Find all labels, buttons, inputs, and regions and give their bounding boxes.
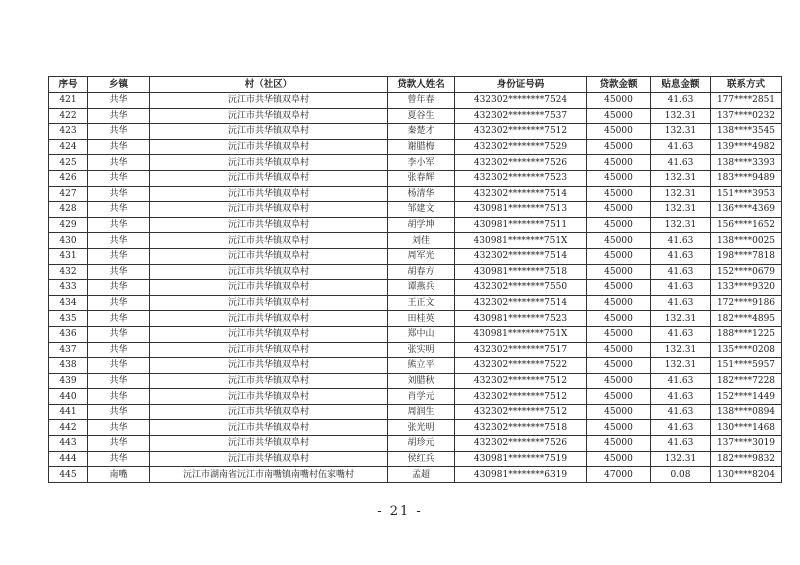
table-row	[49, 342, 782, 358]
cell-contact: 135****0208	[711, 342, 782, 358]
table-row	[49, 467, 782, 483]
cell-index: 434	[49, 295, 88, 311]
cell-subsidy: 41.63	[651, 233, 711, 249]
cell-subsidy: 132.31	[651, 124, 711, 140]
table-row	[49, 451, 782, 467]
cell-township: 共华	[88, 420, 150, 436]
cell-id-number: 432302********7537	[455, 108, 587, 124]
table-row	[49, 139, 782, 155]
cell-borrower: 杨清华	[388, 186, 455, 202]
col-header-borrower: 贷款人姓名	[388, 77, 455, 93]
cell-index: 443	[49, 436, 88, 452]
cell-contact: 152****1449	[711, 389, 782, 405]
cell-id-number: 430981********7519	[455, 451, 587, 467]
table-row	[49, 295, 782, 311]
table-row	[49, 233, 782, 249]
cell-index: 441	[49, 404, 88, 420]
cell-index: 435	[49, 311, 88, 327]
cell-township: 共华	[88, 233, 150, 249]
cell-subsidy: 41.63	[651, 295, 711, 311]
cell-subsidy: 132.31	[651, 217, 711, 233]
cell-loan-amount: 45000	[587, 451, 651, 467]
cell-subsidy: 41.63	[651, 373, 711, 389]
cell-subsidy: 41.63	[651, 420, 711, 436]
cell-borrower: 李小军	[388, 155, 455, 171]
cell-contact: 138****3545	[711, 124, 782, 140]
table-row	[49, 217, 782, 233]
cell-village: 沅江市共华镇双阜村	[150, 404, 388, 420]
cell-township: 共华	[88, 124, 150, 140]
cell-village: 沅江市共华镇双阜村	[150, 451, 388, 467]
cell-subsidy: 0.08	[651, 467, 711, 483]
cell-subsidy: 41.63	[651, 404, 711, 420]
table-row	[49, 155, 782, 171]
cell-township: 共华	[88, 217, 150, 233]
cell-id-number: 432302********7514	[455, 295, 587, 311]
cell-index: 437	[49, 342, 88, 358]
cell-village: 沅江市共华镇双阜村	[150, 342, 388, 358]
cell-township: 共华	[88, 186, 150, 202]
cell-subsidy: 132.31	[651, 170, 711, 186]
cell-contact: 198****7818	[711, 248, 782, 264]
cell-village: 沅江市共华镇双阜村	[150, 139, 388, 155]
cell-index: 425	[49, 155, 88, 171]
cell-index: 439	[49, 373, 88, 389]
cell-borrower: 曾年春	[388, 93, 455, 109]
cell-borrower: 刘佳	[388, 233, 455, 249]
table-row	[49, 186, 782, 202]
cell-subsidy: 41.63	[651, 248, 711, 264]
cell-loan-amount: 45000	[587, 202, 651, 218]
cell-contact: 137****0232	[711, 108, 782, 124]
cell-subsidy: 41.63	[651, 326, 711, 342]
cell-id-number: 432302********7529	[455, 139, 587, 155]
cell-id-number: 432302********7512	[455, 389, 587, 405]
table-body	[49, 93, 782, 483]
table-row	[49, 280, 782, 296]
cell-index: 428	[49, 202, 88, 218]
cell-township: 共华	[88, 264, 150, 280]
cell-loan-amount: 45000	[587, 358, 651, 374]
cell-id-number: 432302********7512	[455, 404, 587, 420]
page-number: - 21 -	[377, 504, 423, 519]
table-row	[49, 436, 782, 452]
cell-contact: 151****5957	[711, 358, 782, 374]
cell-subsidy: 132.31	[651, 358, 711, 374]
cell-id-number: 430981********7511	[455, 217, 587, 233]
cell-township: 共华	[88, 311, 150, 327]
cell-index: 444	[49, 451, 88, 467]
cell-loan-amount: 45000	[587, 420, 651, 436]
table-row	[49, 248, 782, 264]
cell-village: 沅江市共华镇双阜村	[150, 248, 388, 264]
cell-id-number: 430981********6319	[455, 467, 587, 483]
cell-borrower: 孟超	[388, 467, 455, 483]
cell-index: 431	[49, 248, 88, 264]
table-row	[49, 358, 782, 374]
cell-contact: 152****0679	[711, 264, 782, 280]
cell-borrower: 周军光	[388, 248, 455, 264]
cell-contact: 182****9832	[711, 451, 782, 467]
cell-index: 432	[49, 264, 88, 280]
col-header-village: 村（社区）	[150, 77, 388, 93]
cell-id-number: 432302********7523	[455, 170, 587, 186]
cell-contact: 172****9186	[711, 295, 782, 311]
col-header-township: 乡镇	[88, 77, 150, 93]
cell-borrower: 侯红兵	[388, 451, 455, 467]
table-row	[49, 124, 782, 140]
cell-contact: 182****7228	[711, 373, 782, 389]
cell-village: 沅江市共华镇双阜村	[150, 358, 388, 374]
table-row	[49, 420, 782, 436]
cell-id-number: 430981********7513	[455, 202, 587, 218]
cell-contact: 137****3019	[711, 436, 782, 452]
cell-borrower: 胡学坤	[388, 217, 455, 233]
cell-loan-amount: 45000	[587, 373, 651, 389]
cell-borrower: 胡春方	[388, 264, 455, 280]
cell-village: 沅江市共华镇双阜村	[150, 326, 388, 342]
cell-id-number: 432302********7526	[455, 436, 587, 452]
cell-borrower: 熊立平	[388, 358, 455, 374]
cell-loan-amount: 47000	[587, 467, 651, 483]
cell-contact: 177****2851	[711, 93, 782, 109]
cell-township: 共华	[88, 436, 150, 452]
cell-id-number: 430981********751X	[455, 233, 587, 249]
cell-borrower: 秦楚才	[388, 124, 455, 140]
cell-id-number: 432302********7512	[455, 373, 587, 389]
cell-subsidy: 132.31	[651, 186, 711, 202]
cell-id-number: 432302********7512	[455, 124, 587, 140]
cell-index: 429	[49, 217, 88, 233]
cell-loan-amount: 45000	[587, 108, 651, 124]
cell-loan-amount: 45000	[587, 280, 651, 296]
cell-borrower: 邹建文	[388, 202, 455, 218]
cell-loan-amount: 45000	[587, 155, 651, 171]
cell-id-number: 430981********7523	[455, 311, 587, 327]
cell-borrower: 张光明	[388, 420, 455, 436]
cell-subsidy: 41.63	[651, 155, 711, 171]
table-row	[49, 264, 782, 280]
cell-id-number: 432302********7550	[455, 280, 587, 296]
cell-township: 共华	[88, 170, 150, 186]
cell-subsidy: 132.31	[651, 311, 711, 327]
cell-borrower: 夏谷生	[388, 108, 455, 124]
table-row	[49, 93, 782, 109]
cell-contact: 183****9489	[711, 170, 782, 186]
cell-subsidy: 41.63	[651, 280, 711, 296]
cell-index: 422	[49, 108, 88, 124]
cell-loan-amount: 45000	[587, 342, 651, 358]
cell-subsidy: 132.31	[651, 108, 711, 124]
cell-loan-amount: 45000	[587, 186, 651, 202]
cell-township: 共华	[88, 358, 150, 374]
cell-township: 共华	[88, 342, 150, 358]
table-row	[49, 311, 782, 327]
cell-index: 430	[49, 233, 88, 249]
cell-contact: 130****8204	[711, 467, 782, 483]
cell-loan-amount: 45000	[587, 326, 651, 342]
cell-township: 共华	[88, 248, 150, 264]
cell-subsidy: 132.31	[651, 202, 711, 218]
cell-borrower: 张春辉	[388, 170, 455, 186]
cell-loan-amount: 45000	[587, 311, 651, 327]
header-row	[49, 77, 782, 93]
cell-township: 共华	[88, 389, 150, 405]
cell-village: 沅江市共华镇双阜村	[150, 186, 388, 202]
cell-id-number: 432302********7514	[455, 186, 587, 202]
cell-township: 共华	[88, 404, 150, 420]
cell-borrower: 刘腊秋	[388, 373, 455, 389]
cell-village: 沅江市共华镇双阜村	[150, 108, 388, 124]
cell-subsidy: 41.63	[651, 139, 711, 155]
cell-village: 沅江市共华镇双阜村	[150, 202, 388, 218]
cell-loan-amount: 45000	[587, 170, 651, 186]
cell-borrower: 郑中山	[388, 326, 455, 342]
cell-loan-amount: 45000	[587, 404, 651, 420]
cell-id-number: 432302********7524	[455, 93, 587, 109]
cell-loan-amount: 45000	[587, 389, 651, 405]
cell-subsidy: 132.31	[651, 342, 711, 358]
cell-loan-amount: 45000	[587, 295, 651, 311]
cell-borrower: 周润生	[388, 404, 455, 420]
cell-index: 442	[49, 420, 88, 436]
table-row	[49, 404, 782, 420]
cell-borrower: 胡珍元	[388, 436, 455, 452]
cell-contact: 156****1652	[711, 217, 782, 233]
cell-village: 沅江市共华镇双阜村	[150, 170, 388, 186]
cell-borrower: 肖学元	[388, 389, 455, 405]
cell-loan-amount: 45000	[587, 139, 651, 155]
cell-village: 沅江市共华镇双阜村	[150, 373, 388, 389]
cell-loan-amount: 45000	[587, 436, 651, 452]
cell-loan-amount: 45000	[587, 248, 651, 264]
cell-loan-amount: 45000	[587, 264, 651, 280]
cell-index: 421	[49, 93, 88, 109]
cell-contact: 138****0025	[711, 233, 782, 249]
cell-id-number: 432302********7526	[455, 155, 587, 171]
cell-village: 沅江市湖南省沅江市南嘴镇南嘴村伍家嘴村	[150, 467, 388, 483]
cell-village: 沅江市共华镇双阜村	[150, 264, 388, 280]
loan-subsidy-table	[48, 76, 782, 483]
cell-subsidy: 41.63	[651, 264, 711, 280]
table-row	[49, 108, 782, 124]
table-row	[49, 373, 782, 389]
cell-township: 共华	[88, 280, 150, 296]
cell-contact: 151****3953	[711, 186, 782, 202]
cell-loan-amount: 45000	[587, 217, 651, 233]
cell-subsidy: 41.63	[651, 93, 711, 109]
cell-village: 沅江市共华镇双阜村	[150, 389, 388, 405]
cell-id-number: 432302********7517	[455, 342, 587, 358]
cell-id-number: 432302********7514	[455, 248, 587, 264]
cell-id-number: 430981********7518	[455, 264, 587, 280]
table-row	[49, 202, 782, 218]
cell-borrower: 王正文	[388, 295, 455, 311]
cell-village: 沅江市共华镇双阜村	[150, 124, 388, 140]
cell-township: 共华	[88, 373, 150, 389]
col-header-subsidy: 贴息金额	[651, 77, 711, 93]
cell-id-number: 432302********7522	[455, 358, 587, 374]
cell-village: 沅江市共华镇双阜村	[150, 311, 388, 327]
cell-village: 沅江市共华镇双阜村	[150, 280, 388, 296]
cell-loan-amount: 45000	[587, 233, 651, 249]
cell-township: 共华	[88, 93, 150, 109]
cell-id-number: 432302********7518	[455, 420, 587, 436]
cell-loan-amount: 45000	[587, 93, 651, 109]
cell-index: 438	[49, 358, 88, 374]
cell-index: 424	[49, 139, 88, 155]
cell-index: 427	[49, 186, 88, 202]
cell-loan-amount: 45000	[587, 124, 651, 140]
cell-borrower: 谢腊梅	[388, 139, 455, 155]
table-header	[49, 77, 782, 93]
cell-village: 沅江市共华镇双阜村	[150, 93, 388, 109]
cell-borrower: 张实明	[388, 342, 455, 358]
cell-subsidy: 132.31	[651, 451, 711, 467]
cell-index: 445	[49, 467, 88, 483]
col-header-id-number: 身份证号码	[455, 77, 587, 93]
cell-borrower: 谭燕兵	[388, 280, 455, 296]
cell-index: 423	[49, 124, 88, 140]
cell-borrower: 田桂英	[388, 311, 455, 327]
cell-contact: 138****0894	[711, 404, 782, 420]
cell-township: 南嘴	[88, 467, 150, 483]
cell-index: 436	[49, 326, 88, 342]
cell-subsidy: 41.63	[651, 389, 711, 405]
cell-contact: 130****1468	[711, 420, 782, 436]
cell-index: 426	[49, 170, 88, 186]
cell-township: 共华	[88, 202, 150, 218]
cell-contact: 139****4982	[711, 139, 782, 155]
cell-contact: 136****4369	[711, 202, 782, 218]
cell-subsidy: 41.63	[651, 436, 711, 452]
cell-village: 沅江市共华镇双阜村	[150, 420, 388, 436]
table-row	[49, 326, 782, 342]
table-row	[49, 389, 782, 405]
cell-township: 共华	[88, 139, 150, 155]
cell-contact: 188****1225	[711, 326, 782, 342]
cell-township: 共华	[88, 108, 150, 124]
cell-village: 沅江市共华镇双阜村	[150, 436, 388, 452]
cell-village: 沅江市共华镇双阜村	[150, 233, 388, 249]
cell-index: 440	[49, 389, 88, 405]
cell-township: 共华	[88, 295, 150, 311]
cell-township: 共华	[88, 326, 150, 342]
cell-contact: 138****3393	[711, 155, 782, 171]
cell-township: 共华	[88, 451, 150, 467]
cell-contact: 133****9320	[711, 280, 782, 296]
col-header-loan-amount: 贷款金额	[587, 77, 651, 93]
cell-index: 433	[49, 280, 88, 296]
cell-township: 共华	[88, 155, 150, 171]
col-header-contact: 联系方式	[711, 77, 782, 93]
cell-village: 沅江市共华镇双阜村	[150, 217, 388, 233]
cell-village: 沅江市共华镇双阜村	[150, 155, 388, 171]
col-header-index: 序号	[49, 77, 88, 93]
table-row	[49, 170, 782, 186]
cell-contact: 182****4895	[711, 311, 782, 327]
cell-id-number: 430981********751X	[455, 326, 587, 342]
cell-village: 沅江市共华镇双阜村	[150, 295, 388, 311]
